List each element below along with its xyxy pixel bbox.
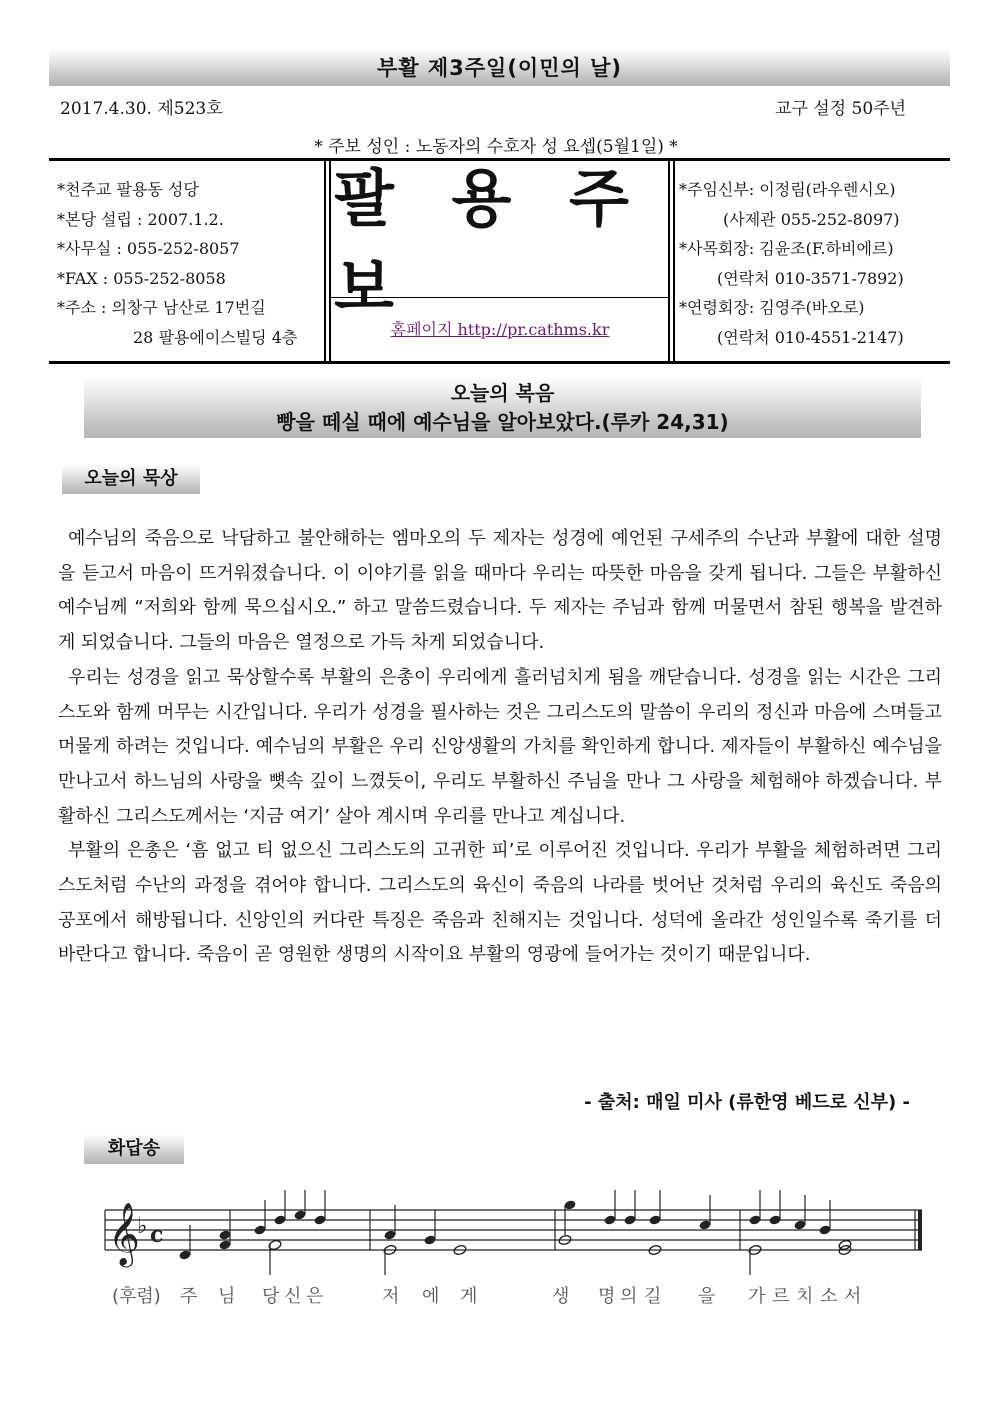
treble-clef-icon: 𝄞 [108, 1202, 140, 1265]
lyric-syllable: 에 [422, 1286, 440, 1307]
lyric-syllable: 르 [772, 1286, 790, 1307]
lyric-syllable: 명 [598, 1286, 616, 1307]
lyric-syllable: 서 [844, 1286, 862, 1307]
time-signature-icon: c [150, 1222, 164, 1248]
parish-info [57, 175, 297, 352]
funeral-committee-head: *연령회장: 김영주(바오로) [679, 298, 865, 317]
pastor-phone: (사제관 055-252-8097) [723, 209, 900, 229]
meditation-paragraph: 예수님의 죽음으로 낙담하고 불안해하는 엠마오의 두 제자는 성경에 예언된 구세주의 수난과 부활에 대한 설명을 듣고서 마음이 뜨거워졌습니다. 이 이야기를 읽을 때마다 우리는 따뜻한 마음을 갖게 됩니다. 그들은 부활하신 예수님께 “저희와 함께 묵으십시오.” 하고 말씀드렸습니다. 두 제자는 주님과 함께 머물면서 참된 행복을 발견하게 되었습니다. 그들의 마음은 열정으로 가득 차게 되었습니다. [58, 528, 942, 654]
lyric-syllable: 가 [748, 1286, 766, 1307]
psalm-label: 화답송 [84, 1134, 184, 1164]
pastor: *주임신부: 이정림(라우렌시오) [679, 180, 896, 199]
lyric-syllable: 을 [698, 1286, 716, 1307]
funeral-committee-phone: (연락처 010-4551-2147) [717, 327, 904, 347]
page-title: 부활 제3주일(이민의 날) [49, 48, 950, 86]
lyric-syllable: 주 [180, 1286, 198, 1307]
lyric-syllable: 은 [306, 1286, 324, 1307]
lyric-syllable: 길 [644, 1286, 662, 1307]
flat-icon: ♭ [137, 1214, 148, 1239]
gospel-verse: 빵을 떼실 때에 예수님을 알아보았다.(루카 24,31) [276, 410, 729, 434]
council-president: *사목회장: 김윤조(F.하비에르) [679, 239, 894, 258]
lyric-syllable: 생 [552, 1286, 570, 1307]
parish-address: *주소 : 의창구 남산로 17번길 [57, 298, 266, 317]
masthead-title: 팔 용 주 보 [334, 162, 647, 324]
council-president-phone: (연락처 010-3571-7892) [717, 268, 904, 288]
patron-saint-line: * 주보 성인 : 노동자의 수호자 성 요셉(5월1일) * [314, 137, 678, 157]
lyric-syllable: 저 [382, 1286, 400, 1307]
lyric-syllable: 의 [620, 1286, 638, 1307]
header-info-box [49, 158, 950, 364]
diocese-anniversary: 교구 설정 50주년 [775, 99, 906, 119]
meditation-source: - 출처: 매일 미사 (류한영 베드로 신부) - [584, 1092, 910, 1113]
parish-address-line2: 28 팔용에이스빌딩 4층 [133, 327, 298, 347]
lyric-syllable: 님 [218, 1286, 236, 1307]
parish-fax: *FAX : 055-252-8058 [57, 268, 226, 288]
parish-founded: *본당 설립 : 2007.1.2. [57, 209, 224, 229]
parish-office-phone: *사무실 : 055-252-8057 [57, 239, 240, 258]
gospel-heading: 오늘의 복음 [450, 381, 555, 405]
lyric-syllable: 당 [262, 1286, 280, 1307]
issue-number: 2017.4.30. 제523호 [60, 99, 223, 119]
gospel-banner [84, 376, 921, 438]
meditation-paragraph: 부활의 은총은 ‘흠 없고 티 없으신 그리스도의 고귀한 피’로 이루어진 것입니다. 우리가 부활을 체험하려면 그리스도처럼 수난의 과정을 겪어야 합니다. 그리스도의 육신이 죽음의 나라를 벗어난 것처럼 우리의 육신도 죽음의 공포에서 해방됩니다. 신앙인의 커다란 특징은 죽음과 친해지는 것입니다. 성덕에 올라간 성인일수록 죽기를 더 바란다고 합니다. 죽음이 곧 영원한 생명의 시작이요 부활의 영광에 들어가는 것이기 때문입니다. [58, 840, 942, 966]
lyric-syllable: 신 [284, 1286, 302, 1307]
meditation-text [58, 522, 942, 973]
staff-info [679, 175, 904, 352]
divider-line [673, 161, 675, 361]
meditation-label: 오늘의 묵상 [62, 464, 200, 494]
lyric-refrain: (후렴) [112, 1286, 161, 1307]
homepage-link[interactable]: 홈페이지 http://pr.cathms.kr [390, 320, 610, 339]
lyric-syllable: 치 [796, 1286, 814, 1307]
divider-line [324, 161, 326, 361]
lyric-syllable: 소 [820, 1286, 838, 1307]
lyric-syllable: 게 [460, 1286, 478, 1307]
parish-name: *천주교 팔용동 성당 [57, 180, 199, 199]
music-score [100, 1190, 930, 1280]
masthead-divider [331, 297, 669, 298]
meditation-paragraph: 우리는 성경을 읽고 묵상할수록 부활의 은총이 우리에게 흘러넘치게 됨을 깨닫습니다. 성경을 읽는 시간은 그리스도와 함께 머무는 시간입니다. 우리가 성경을 필사하는 것은 그리스도의 말씀이 우리의 정신과 마음에 스며들고 머물게 하려는 것입니다. 예수님의 부활은 우리 신앙생활의 가치를 확인하게 합니다. 제자들이 부활하신 예수님을 만나고서 하느님의 사랑을 뼛속 깊이 느꼈듯이, 우리도 부활하신 주님을 만나 그 사랑을 체험해야 하겠습니다. 부활하신 그리스도께서는 ‘지금 여기’ 살아 계시며 우리를 만나고 계십니다. [58, 666, 942, 827]
